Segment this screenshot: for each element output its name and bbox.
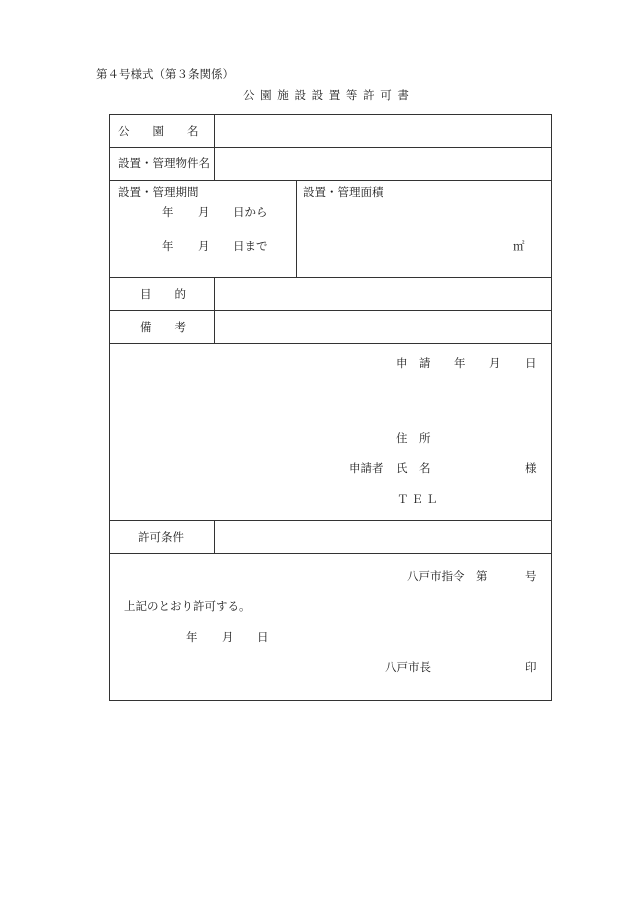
honorific: 様 (525, 461, 537, 475)
apply-year: 年 (454, 356, 466, 370)
permit-statement: 上記のとおり許可する。 (124, 599, 251, 613)
apply-month: 月 (489, 356, 501, 370)
apply-label: 申 請 (396, 356, 431, 370)
permit-form (109, 114, 552, 701)
conditions-label: 許可条件 (138, 530, 184, 544)
permit-month: 月 (222, 630, 234, 644)
applicant-label: 申請者 (349, 461, 384, 475)
period-to-day: 日まで (233, 239, 268, 253)
period-from-year: 年 (162, 205, 174, 219)
row-divider (110, 310, 551, 311)
row-divider (110, 180, 551, 181)
period-from-day: 日から (233, 205, 268, 219)
period-label: 設置・管理期間 (118, 185, 199, 199)
document-title: 公 園 施 設 設 置 等 許 可 書 (243, 88, 410, 102)
seal-mark: 印 (525, 660, 537, 674)
directive-number-suffix: 号 (525, 569, 537, 583)
apply-day: 日 (525, 356, 537, 370)
permit-year: 年 (186, 630, 198, 644)
row-divider (110, 343, 551, 344)
period-to-month: 月 (198, 239, 210, 253)
row-divider (110, 147, 551, 148)
park-name-label: 公 園 名 (118, 124, 199, 138)
form-number: 第４号様式（第３条関係） (96, 67, 234, 81)
area-label: 設置・管理面積 (303, 185, 384, 199)
directive-label: 八戸市指令 第 (407, 569, 488, 583)
object-name-label: 設置・管理物件名 (118, 156, 210, 170)
name-label: 氏 名 (396, 461, 431, 475)
column-divider (214, 277, 215, 343)
mayor-label: 八戸市長 (385, 660, 431, 674)
tel-label: ＴＥＬ (397, 492, 441, 506)
remarks-label: 備 考 (140, 320, 186, 334)
column-divider (296, 180, 297, 277)
period-from-month: 月 (198, 205, 210, 219)
permit-day: 日 (257, 630, 269, 644)
period-to-year: 年 (162, 239, 174, 253)
purpose-label: 目 的 (140, 287, 186, 301)
row-divider (110, 520, 551, 521)
row-divider (110, 553, 551, 554)
column-divider (214, 115, 215, 180)
address-label: 住 所 (396, 431, 431, 445)
area-unit: ㎡ (513, 239, 525, 253)
row-divider (110, 277, 551, 278)
column-divider (214, 520, 215, 553)
